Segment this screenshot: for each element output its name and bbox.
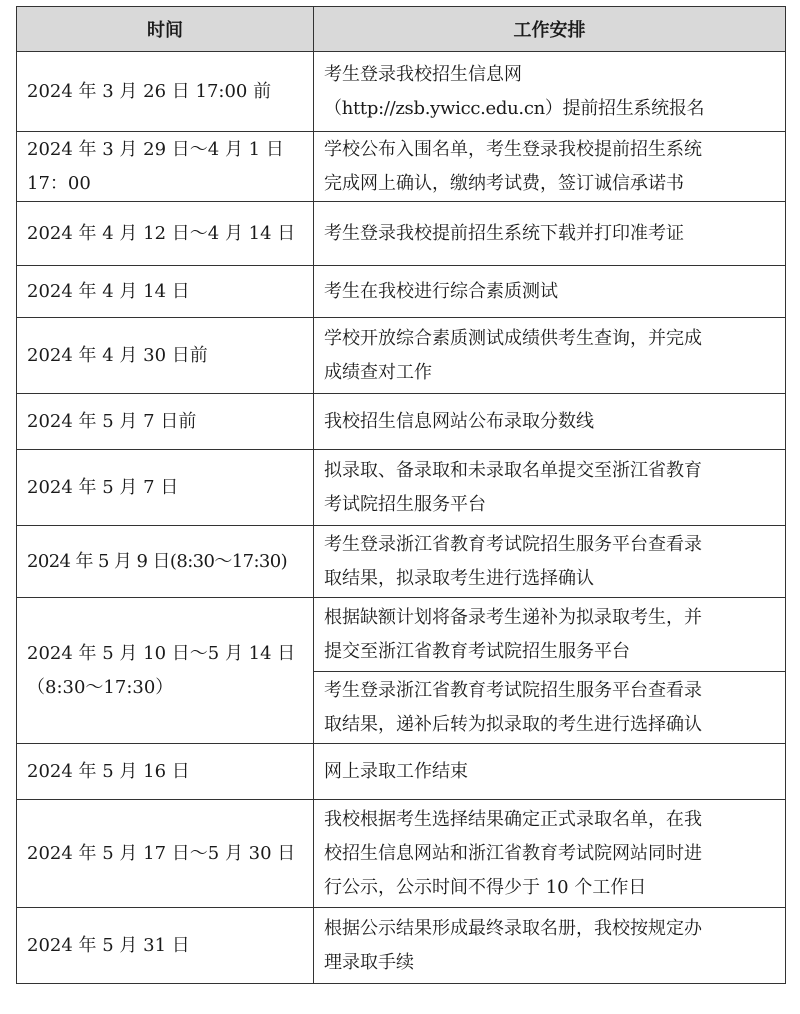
task-cell	[314, 744, 786, 800]
task-text: 取结果，拟录取考生进行选择确认	[324, 567, 594, 589]
time-text: 2024 年 5 月 10 日～5 月 14 日	[27, 642, 296, 664]
task-text: 行公示，公示时间不得少于 10 个工作日	[324, 876, 647, 898]
table-row	[17, 202, 786, 266]
task-cell	[314, 672, 786, 744]
table-row	[17, 394, 786, 450]
time-cell	[17, 450, 314, 526]
time-cell	[17, 202, 314, 266]
task-text: 提交至浙江省教育考试院招生服务平台	[324, 640, 630, 662]
time-text: 2024 年 4 月 12 日～4 月 14 日	[27, 222, 296, 244]
task-text: 我校根据考生选择结果确定正式录取名单，在我	[324, 808, 702, 830]
task-text: 根据公示结果形成最终录取名册，我校按规定办	[324, 917, 702, 939]
task-text: 我校招生信息网站公布录取分数线	[324, 410, 594, 432]
table-row	[17, 598, 786, 672]
time-cell	[17, 266, 314, 318]
task-text: 学校开放综合素质测试成绩供考生查询，并完成	[324, 327, 702, 349]
time-cell	[17, 318, 314, 394]
task-cell	[314, 266, 786, 318]
table-row	[17, 318, 786, 394]
time-text: 17：00	[27, 172, 91, 194]
table-row	[17, 744, 786, 800]
time-text: 2024 年 4 月 30 日前	[27, 344, 208, 366]
time-text: 2024 年 5 月 16 日	[27, 760, 190, 782]
task-text: 取结果，递补后转为拟录取的考生进行选择确认	[324, 713, 702, 735]
task-text: 考生登录浙江省教育考试院招生服务平台查看录	[324, 679, 702, 701]
task-text: 网上录取工作结束	[324, 760, 468, 782]
task-cell	[314, 800, 786, 908]
time-cell	[17, 908, 314, 984]
task-text: 理录取手续	[324, 951, 414, 973]
time-cell	[17, 526, 314, 598]
time-text: 2024 年 3 月 26 日 17:00 前	[27, 80, 272, 102]
table-row	[17, 526, 786, 598]
header-row	[17, 7, 786, 52]
time-cell	[17, 800, 314, 908]
time-text: 2024 年 3 月 29 日～4 月 1 日	[27, 138, 284, 160]
task-cell	[314, 132, 786, 202]
task-text: 考生登录我校提前招生系统下载并打印准考证	[324, 222, 684, 244]
task-text: 考生登录浙江省教育考试院招生服务平台查看录	[324, 533, 702, 555]
task-text: 考试院招生服务平台	[324, 493, 486, 515]
schedule-table	[16, 6, 786, 984]
time-text: 2024 年 5 月 7 日前	[27, 410, 197, 432]
task-cell	[314, 202, 786, 266]
time-text: 2024 年 5 月 17 日～5 月 30 日	[27, 842, 296, 864]
header-time: 时间	[17, 7, 314, 52]
task-text: 考生登录我校招生信息网	[324, 63, 522, 85]
task-text: 根据缺额计划将备录考生递补为拟录取考生，并	[324, 606, 702, 628]
time-text: （8:30～17:30）	[27, 676, 174, 698]
task-text: 成绩查对工作	[324, 361, 432, 383]
time-text: 2024 年 4 月 14 日	[27, 280, 190, 302]
task-cell	[314, 394, 786, 450]
schedule-document	[16, 6, 786, 984]
table-row	[17, 800, 786, 908]
time-cell	[17, 132, 314, 202]
time-cell	[17, 394, 314, 450]
task-cell	[314, 526, 786, 598]
task-cell	[314, 598, 786, 672]
time-text: 2024 年 5 月 7 日	[27, 476, 179, 498]
task-text: 校招生信息网站和浙江省教育考试院网站同时进	[324, 842, 702, 864]
time-cell	[17, 598, 314, 744]
task-cell	[314, 908, 786, 984]
table-row	[17, 266, 786, 318]
task-cell	[314, 52, 786, 132]
time-text: 2024 年 5 月 9 日(8:30～17:30)	[27, 550, 288, 572]
task-text: 学校公布入围名单，考生登录我校提前招生系统	[324, 138, 702, 160]
task-text: （http://zsb.ywicc.edu.cn）提前招生系统报名	[324, 97, 705, 119]
table-row	[17, 908, 786, 984]
task-cell	[314, 450, 786, 526]
table-row	[17, 450, 786, 526]
table-row	[17, 132, 786, 202]
header-task: 工作安排	[314, 7, 786, 52]
task-text: 考生在我校进行综合素质测试	[324, 280, 558, 302]
time-text: 2024 年 5 月 31 日	[27, 934, 190, 956]
task-text: 拟录取、备录取和未录取名单提交至浙江省教育	[324, 459, 702, 481]
table-row	[17, 52, 786, 132]
time-cell	[17, 52, 314, 132]
task-text: 完成网上确认，缴纳考试费，签订诚信承诺书	[324, 172, 684, 194]
time-cell	[17, 744, 314, 800]
task-cell	[314, 318, 786, 394]
